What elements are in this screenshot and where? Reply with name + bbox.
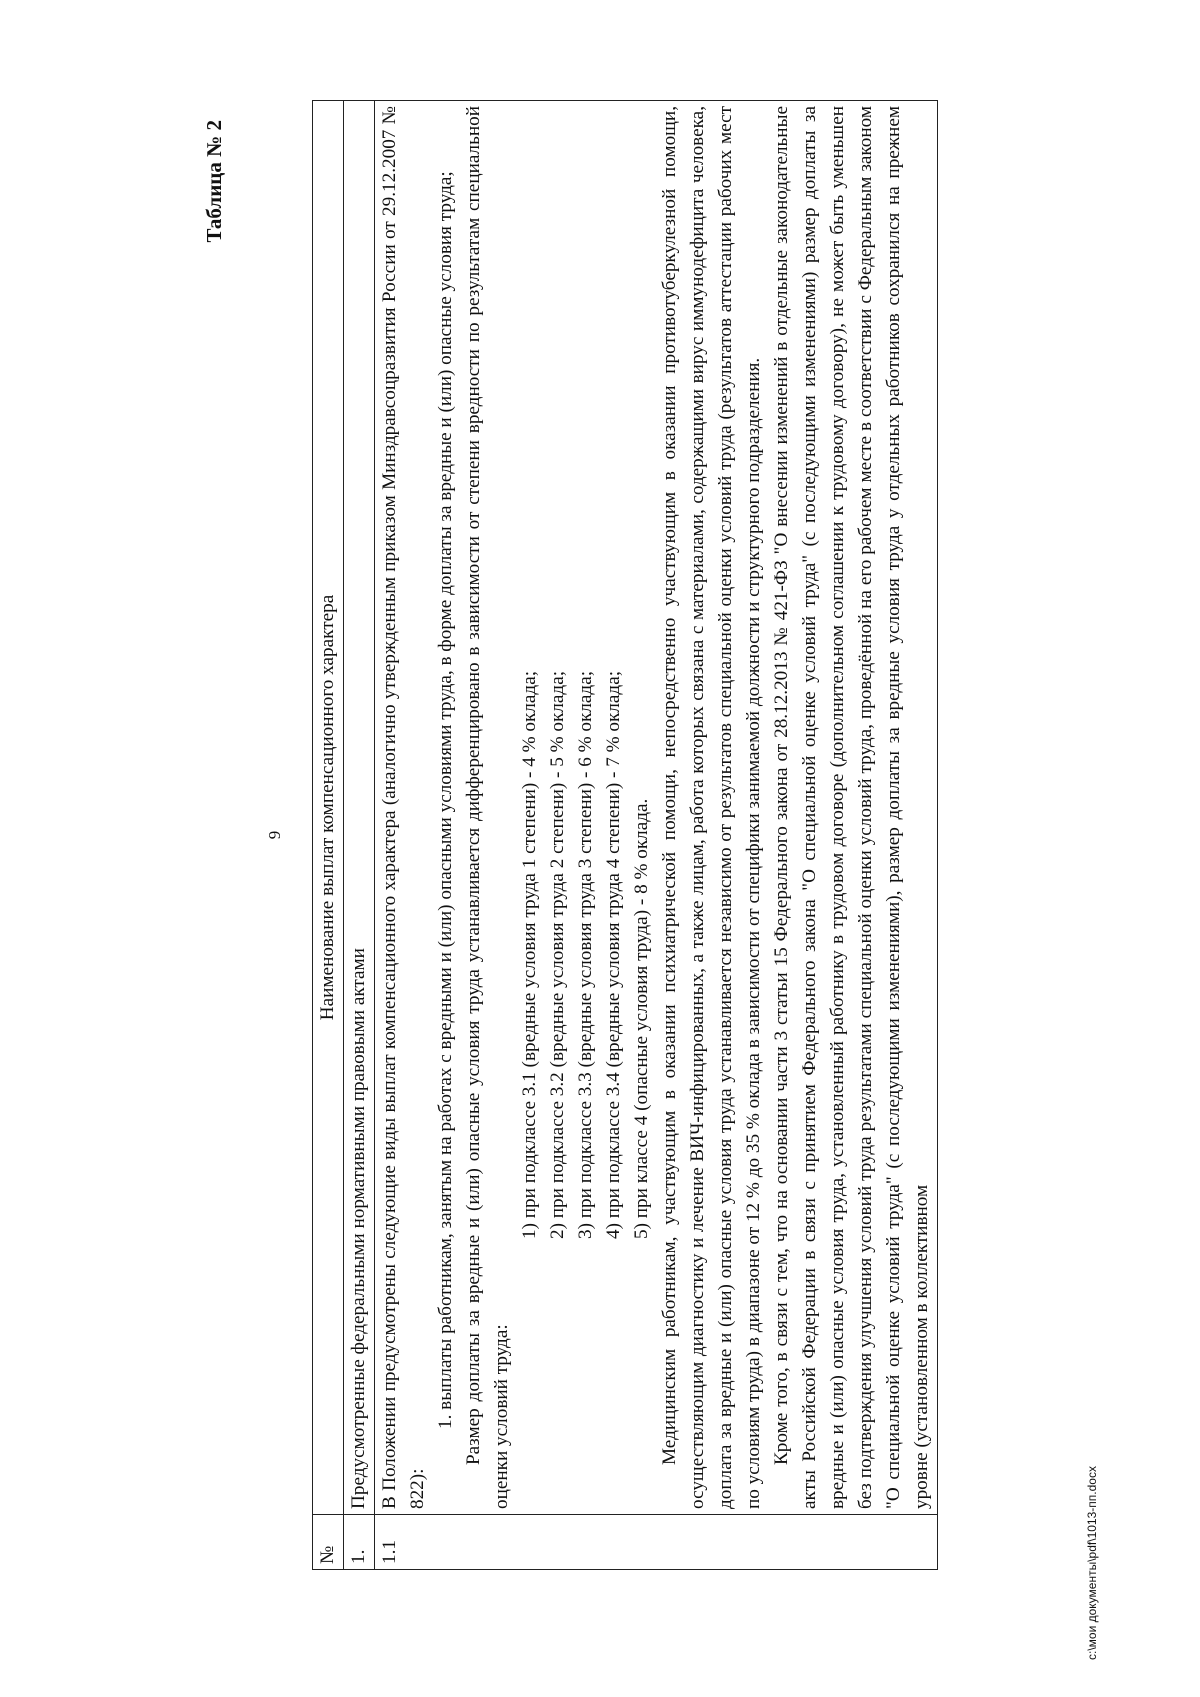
list-item: 1) при подклассе 3.1 (вредные условия труда 1 степени) - 4 % оклада; (519, 670, 540, 1239)
paragraph-medical: Медицинским работникам, участвующим в оказании психиатрической помощи, непосредственно участвующим в оказании противотуберкулезной помощи, осуществляющим диагностику и лечение ВИЧ-инфицированных, а также лицам, работа которых связана с материалами, содержащими вирус иммунодефицита человека, доплата за вредные и (или) опасные условия труда устанавливается независимо от результатов специальной оценки условий труда (результатов аттестации рабочих мест по условиям труда) в диапазоне от 12 % до 35 % оклада в зависимости от специфики занимаемой должности и структурного подразделения. (659, 106, 764, 1509)
table-title: Таблица № 2 (202, 120, 226, 243)
paragraph-intro: В Положении предусмотрены следующие виды выплат компенсационного характера (аналогично утвержденным приказом Минздравсоцразвития России от 29.12.2007 № 822): (379, 106, 428, 1509)
list-item: 5) при классе 4 (опасные условия труда) - 8 % оклада. (631, 798, 652, 1239)
table-header-row (313, 101, 344, 1570)
paragraph-law: Кроме того, в связи с тем, что на основании части 3 статьи 15 Федерального закона от 28.12.2013 № 421-ФЗ "О внесении изменений в отдельные законодательные акты Российской Федерации в связи с принятием Федерального закона "О специальной оценке условий труда" (с последующими изменениями) размер доплаты за вредные и (или) опасные условия труда, установленный работнику в трудовом договоре (дополнительном соглашении к трудовому договору), не может быть уменьшен без подтверждения улучшения условий труда результатами специальной оценки условий труда, проведённой на его рабочем месте в соответствии с Федеральным законом "О специальной оценке условий труда" (с последующими изменениями), размер доплаты за вредные условия труда у отдельных работников сохранился на прежнем уровне (установленном в коллективном (771, 106, 932, 1509)
list-item: 3) при подклассе 3.3 (вредные условия труда 3 степени) - 6 % оклада; (575, 670, 596, 1239)
section-num: 1. (344, 1515, 375, 1570)
paragraph-payments: 1. выплаты работникам, занятым на работах с вредными и (или) опасными условиями труда, в форме доплаты за вредные и (или) опасные условия труда; (435, 171, 456, 1429)
header-name: Наименование выплат компенсационного характера (313, 101, 344, 1515)
page-number: 9 (265, 830, 284, 840)
compensation-table (312, 100, 938, 1570)
list-item: 4) при подклассе 3.4 (вредные условия труда 4 степени) - 7 % оклада; (603, 670, 624, 1239)
item-body (375, 101, 938, 1515)
footer-file-path: c:\мои документы\pdf\1013-пп.docx (1085, 1466, 1099, 1660)
item-num: 1.1 (375, 1515, 938, 1570)
header-num: № (313, 1515, 344, 1570)
section-title: Предусмотренные федеральными нормативными правовыми актами (344, 101, 375, 1515)
paragraph-size: Размер доплаты за вредные и (или) опасные условия труда устанавливается дифференцировано в зависимости от степени вредности по результатам специальной оценки условий труда: (463, 106, 512, 1509)
list-item: 2) при подклассе 3.2 (вредные условия труда 2 степени) - 5 % оклада; (547, 670, 568, 1239)
section-row (344, 101, 375, 1570)
rotated-page-content (202, 100, 1090, 1570)
item-row (375, 101, 938, 1570)
